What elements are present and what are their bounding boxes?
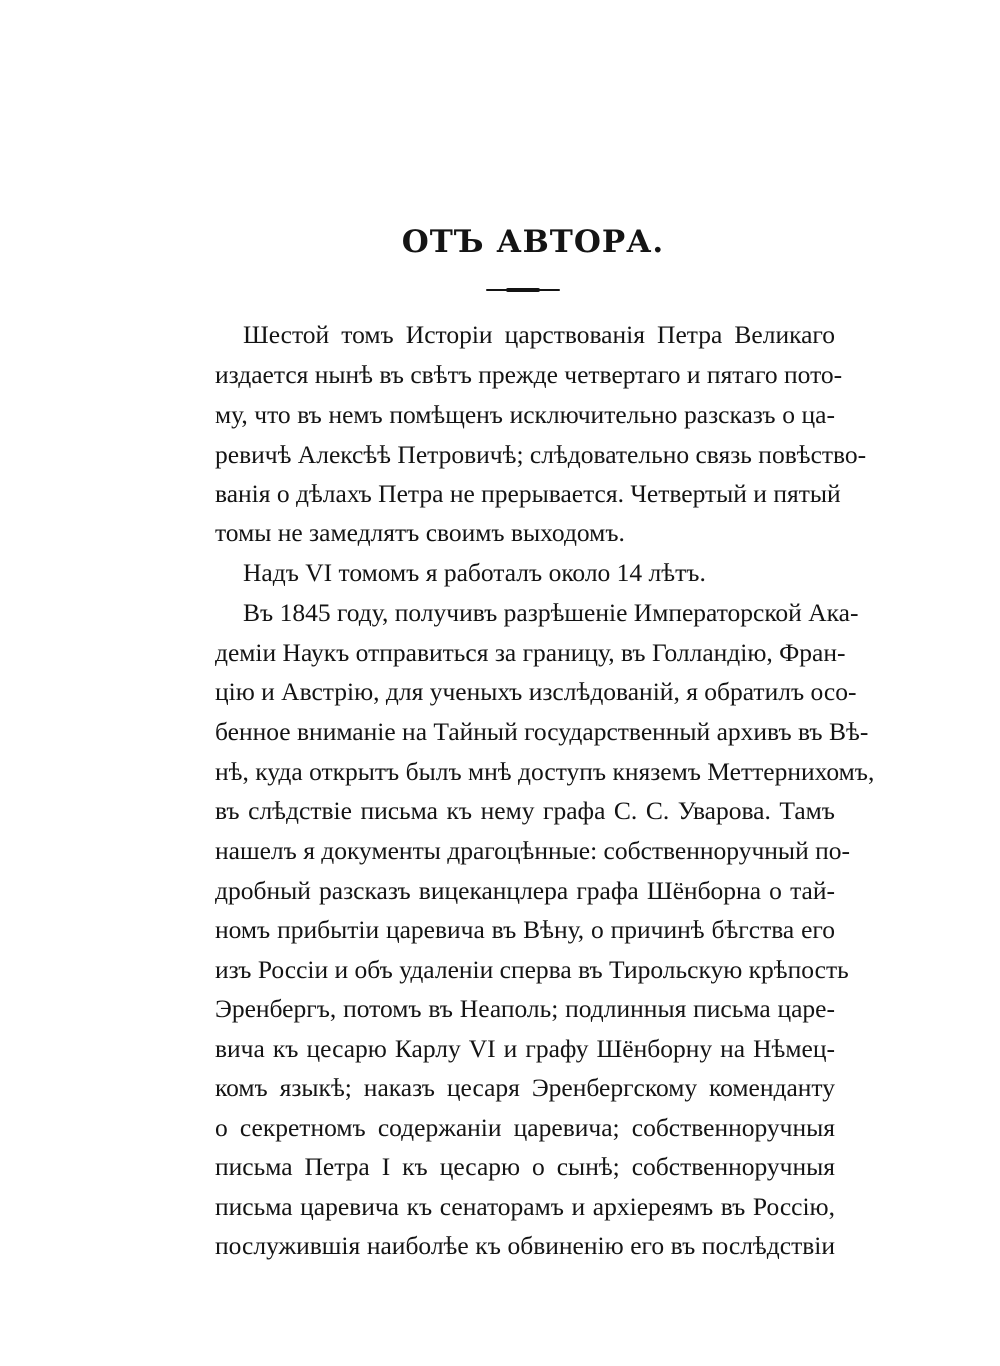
text-line: письма царевича къ сенаторамъ и архіереямъ въ Россію, [215, 1192, 835, 1221]
text-line: изъ Россіи и объ удаленіи сперва въ Тирольскую крѣпость [215, 955, 849, 984]
text-line: Эренбергъ, потомъ въ Неаполь; подлинныя письма царе- [215, 994, 835, 1023]
text-line: цію и Австрію, для ученыхъ изслѣдованій, я обратилъ осо- [215, 677, 857, 706]
text-line: му, что въ немъ помѣщенъ исключительно разсказъ о ца- [215, 400, 835, 429]
text-line: нѣ, куда открытъ былъ мнѣ доступъ княземъ Меттернихомъ, [215, 757, 875, 786]
text-line: о секретномъ содержаніи царевича; собственноручныя [215, 1113, 835, 1142]
text-line: Шестой томъ Исторіи царствованія Петра Великаго [243, 320, 835, 349]
text-line: вича къ цесарю Карлу VI и графу Шёнборну на Нѣмец- [215, 1034, 835, 1063]
text-line: нашелъ я документы драгоцѣнные: собственноручный по- [215, 836, 850, 865]
text-line: письма Петра I къ цесарю о сынѣ; собственноручныя [215, 1152, 835, 1181]
text-line: томы не замедлятъ своимъ выходомъ. [215, 518, 625, 547]
heading-divider-center [506, 288, 540, 292]
text-line: Въ 1845 году, получивъ разрѣшеніе Императорской Ака- [243, 598, 859, 627]
text-line: ревичѣ Алексѣѣ Петровичѣ; слѣдовательно связь повѣство- [215, 440, 867, 469]
text-line: дробный разсказъ вицеканцлера графа Шёнборна о тай- [215, 876, 835, 905]
text-line: деміи Наукъ отправиться за границу, въ Голландію, Фран- [215, 638, 846, 667]
text-line: послужившія наиболѣе къ обвиненію его въ послѣдствіи [215, 1231, 835, 1260]
text-line: ванія о дѣлахъ Петра не прерывается. Четвертый и пятый [215, 479, 841, 508]
text-line: комъ языкѣ; наказъ цесаря Эренбергскому коменданту [215, 1073, 835, 1102]
text-line: номъ прибытіи царевича въ Вѣну, о причинѣ бѣгства его [215, 915, 835, 944]
text-line: издается нынѣ въ свѣтъ прежде четвертаго и пятаго пото- [215, 360, 843, 389]
text-line: бенное вниманіе на Тайный государственный архивъ въ Вѣ- [215, 717, 869, 746]
text-line: въ слѣдствіе письма къ нему графа С. С. Уварова. Тамъ [215, 796, 835, 825]
text-line: Надъ VI томомъ я работалъ около 14 лѣтъ. [243, 558, 706, 587]
page-heading: ОТЪ АВТОРА. [401, 224, 665, 260]
